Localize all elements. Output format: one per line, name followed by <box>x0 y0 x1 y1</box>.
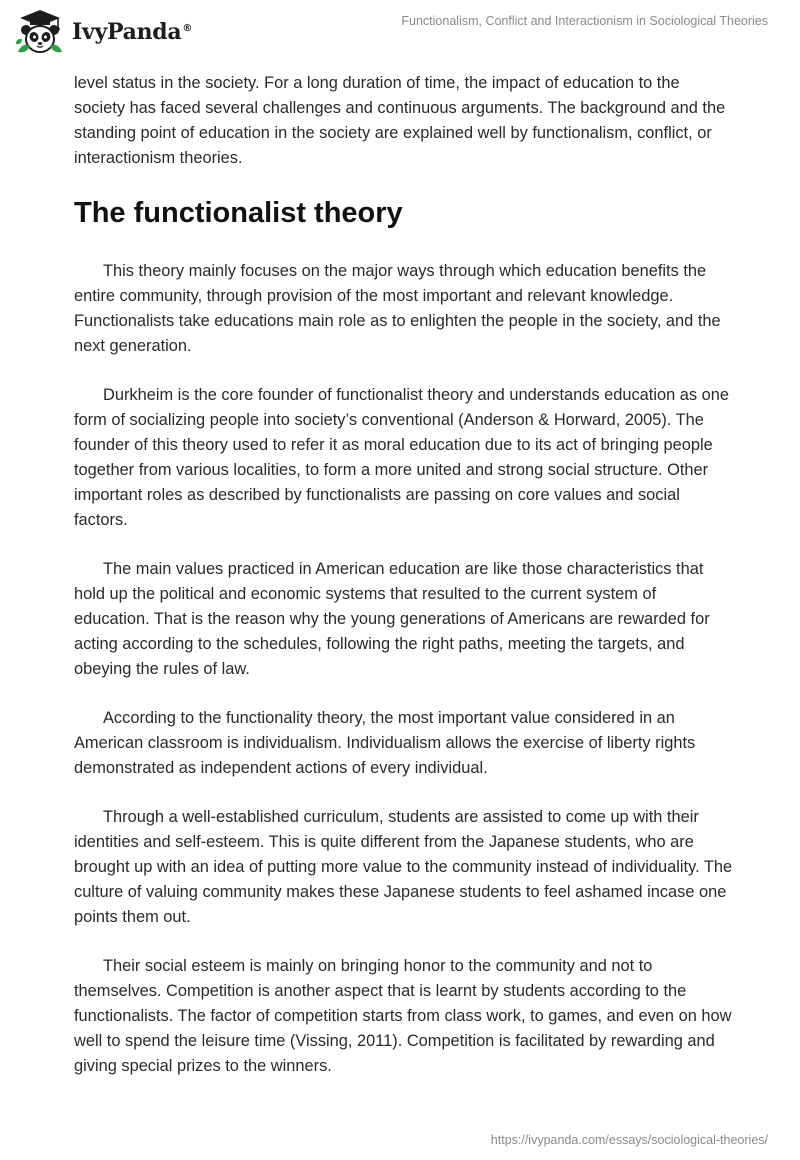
document-title: Functionalism, Conflict and Interactionism in Sociological Theories <box>401 14 768 28</box>
ivypanda-logo[interactable] <box>14 8 192 56</box>
paragraph: This theory mainly focuses on the major ways through which education benefits the entire community, through provision of the most important and relevant knowledge. Functionalists take educations main role as to enlighten the people in the society, and the next generation. <box>74 262 721 355</box>
paragraph: Their social esteem is mainly on bringing honor to the community and not to themselves. Competition is another aspect that is learnt by students according to the functionalists. The factor of competition starts from class work, to games, and even on how well to spend the leisure time (Vissing, 2011). Competition is facilitated by rewarding and giving special prizes to the winners. <box>74 957 732 1075</box>
source-url[interactable]: https://ivypanda.com/essays/sociological-theories/ <box>490 1133 768 1147</box>
paragraph: Durkheim is the core founder of functionalist theory and understands education as one form of socializing people into society’s conventional (Anderson & Horward, 2005). The founder of this theory used to refer it as moral education due to its act of bringing people together from various localities, to form a more united and strong social structure. Other important roles as described by functionalists are passing on core values and social factors. <box>74 386 729 529</box>
page-header <box>0 0 800 64</box>
panda-graduate-icon <box>14 8 66 56</box>
paragraph: According to the functionality theory, the most important value considered in an American classroom is individualism. Individualism allows the exercise of liberty rights demonstrated as independent actions of every individual. <box>74 709 696 777</box>
registered-mark: ® <box>182 22 193 34</box>
section-heading: The functionalist theory <box>74 197 403 229</box>
paragraph: Through a well-established curriculum, students are assisted to come up with their identities and self-esteem. This is quite different from the Japanese students, who are brought up with an idea of putting more value to the community instead of individuality. The culture of valuing community makes these Japanese students to feel ashamed incase one points them out. <box>74 808 733 926</box>
essay-body <box>74 71 734 1103</box>
brand-name: IvyPanda® <box>72 19 193 45</box>
paragraph: The main values practiced in American education are like those characteristics that hold up the political and economic systems that resulted to the current system of education. That is the reason why the young generations of Americans are rewarded for acting according to the schedules, following the right paths, meeting the targets, and obeying the rules of law. <box>74 560 710 678</box>
intro-paragraph: level status in the society. For a long duration of time, the impact of education to the society has faced several challenges and continuous arguments. The background and the standing point of education in the society are explained well by functionalism, conflict, or interactionism theories. <box>74 74 726 167</box>
